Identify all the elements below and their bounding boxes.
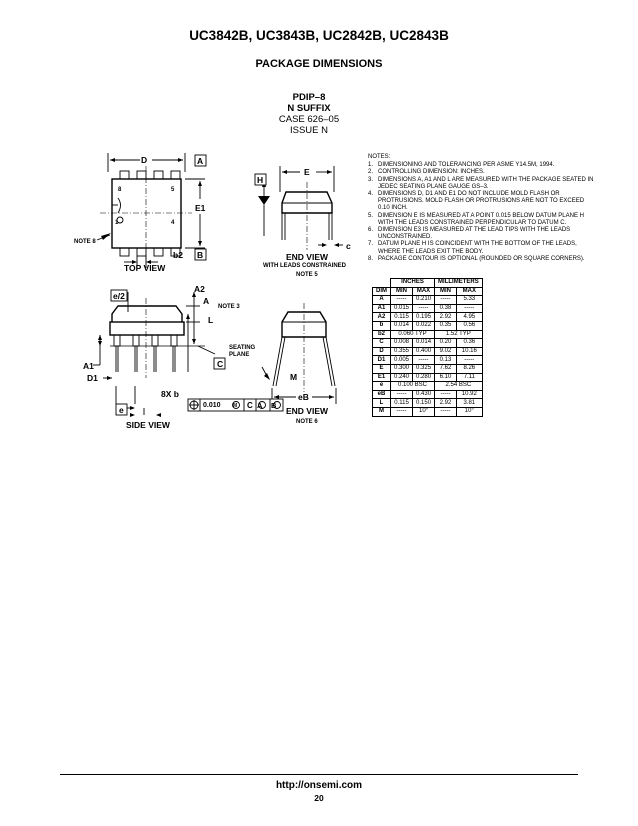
section-title: PACKAGE DIMENSIONS — [255, 58, 383, 70]
dim-b2-label: b2 — [173, 250, 183, 260]
table-row: A ----- 0.210 ----- 5.33 — [373, 296, 483, 305]
notes-heading: NOTES: — [368, 154, 391, 160]
top-view — [97, 153, 205, 268]
seating-label: SEATING — [229, 345, 256, 351]
table-row: eB ----- 0.430 ----- 10.92 — [373, 390, 483, 399]
fcf-value: 0.010 — [203, 402, 221, 409]
table-row: A1 0.015 ----- 0.38 ----- — [373, 304, 483, 313]
dim-a-label: A — [203, 296, 210, 306]
pin-1-label: 1 — [115, 220, 119, 226]
end-view-2-caption: END VIEW — [286, 406, 329, 416]
group-mm-header: MILLIMETERS — [435, 279, 483, 288]
dim-d-label: D — [141, 155, 148, 165]
side-view-caption: SIDE VIEW — [126, 420, 170, 430]
datum-c-label: C — [217, 359, 224, 369]
note-item: 3. DIMENSIONS A, A1 AND L ARE MEASURED WITH THE PACKAGE SEATED IN JEDEC SEATING PLANE GAUGE GS–3. — [368, 176, 594, 190]
dim-a1-label: A1 — [83, 361, 94, 371]
package-name: PDIP–8 — [292, 92, 326, 103]
table-row: E 0.300 0.325 7.62 8.26 — [373, 364, 483, 373]
table-row: D1 0.005 ----- 0.13 ----- — [373, 356, 483, 365]
package-case: CASE 626–05 — [278, 114, 340, 125]
fcf-m1: M — [233, 403, 238, 409]
note-item: 7. DATUM PLANE H IS COINCIDENT WITH THE BOTTOM OF THE LEADS, WHERE THE LEADS EXIT THE BODY. — [368, 241, 577, 255]
note-item: 2. CONTROLLING DIMENSION: INCHES. — [368, 169, 485, 176]
end-view-1-note: NOTE 5 — [296, 272, 318, 278]
dim-e-label: E — [304, 167, 310, 177]
table-row: C 0.008 0.014 0.20 0.36 — [373, 339, 483, 348]
dim-l-label: L — [208, 315, 214, 325]
document-title: UC3842B, UC3843B, UC2842B, UC2843B — [189, 28, 449, 43]
end-view-1-caption: END VIEW — [286, 252, 329, 262]
end-view-1-subcaption: WITH LEADS CONSTRAINED — [263, 263, 346, 269]
table-row: A2 0.115 0.195 2.92 4.95 — [373, 313, 483, 322]
table-row: b 0.014 0.022 0.35 0.56 — [373, 321, 483, 330]
notes-block — [368, 154, 596, 263]
footer-url-link[interactable]: http://onsemi.com — [275, 780, 363, 791]
fcf-b: B — [271, 401, 277, 410]
group-inches-header: INCHES — [391, 279, 435, 288]
note-item: 8. PACKAGE CONTOUR IS OPTIONAL (ROUNDED OR SQUARE CORNERS). — [368, 255, 585, 262]
datum-b-label: B — [197, 250, 204, 260]
table-row: D 0.355 0.400 9.02 10.16 — [373, 347, 483, 356]
side-view — [93, 292, 215, 415]
table-row: L 0.115 0.150 2.92 3.81 — [373, 399, 483, 408]
note-8-label: NOTE 8 — [74, 239, 96, 245]
dim-e1-label: E1 — [195, 203, 206, 213]
fcf-c: C — [247, 401, 253, 410]
dim-m-label: M — [290, 372, 298, 382]
dim-c-label: c — [346, 241, 351, 251]
table-row: b2 0.060 TYP 1.52 TYP — [373, 330, 483, 339]
note-item: 1. DIMENSIONING AND TOLERANCING PER ASME Y14.5M, 1994. — [368, 162, 555, 169]
pin-5-label: 5 — [171, 187, 175, 193]
dimensions-table — [372, 278, 483, 417]
table-row: e 0.100 BSC 2.54 BSC — [373, 382, 483, 391]
package-suffix: N SUFFIX — [287, 103, 331, 114]
plane-label: PLANE — [229, 352, 250, 358]
end-view-constrained — [264, 166, 343, 245]
pin-8-label: 8 — [118, 187, 122, 193]
pin-4-label: 4 — [171, 220, 175, 226]
dim-eb-label: eB — [298, 392, 309, 402]
dim-e2-label: e/2 — [113, 291, 125, 301]
note-item: 4. DIMENSIONS D, D1 AND E1 DO NOT INCLUDE MOLD FLASH OR PROTRUSIONS. MOLD FLASH OR PROTRUSIONS ARE NOT TO EXCEED 0.10 INCH. — [368, 191, 585, 212]
column-header-row: DIM MIN MAX MIN MAX — [373, 287, 483, 296]
dim-e-pitch-label: e — [119, 405, 124, 415]
dim-8xb-label: 8X b — [161, 389, 179, 399]
footer-divider — [60, 774, 578, 775]
dim-d1-label: D1 — [87, 373, 98, 383]
fcf-a: A — [257, 401, 263, 410]
note-item: 5. DIMENSION E IS MEASURED AT A POINT 0.015 BELOW DATUM PLANE H WITH THE LEADS CONSTRAINED PERPENDICULAR TO DATUM C. — [368, 212, 584, 226]
end-view-unconstrained — [262, 312, 336, 404]
table-row: M ----- 10° ----- 10° — [373, 407, 483, 416]
package-issue: ISSUE N — [289, 125, 328, 136]
dim-a2-label: A2 — [194, 284, 205, 294]
note-3-label: NOTE 3 — [218, 304, 240, 310]
datum-a-label: A — [197, 156, 204, 166]
table-row: E1 0.240 0.280 6.10 7.11 — [373, 373, 483, 382]
datum-h-label: H — [257, 175, 264, 185]
note-item: 6. DIMENSION E3 IS MEASURED AT THE LEAD TIPS WITH THE LEADS UNCONSTRAINED. — [368, 227, 571, 241]
page-number: 20 — [314, 793, 324, 803]
end-view-2-note: NOTE 6 — [296, 419, 318, 425]
top-view-caption: TOP VIEW — [124, 263, 166, 273]
